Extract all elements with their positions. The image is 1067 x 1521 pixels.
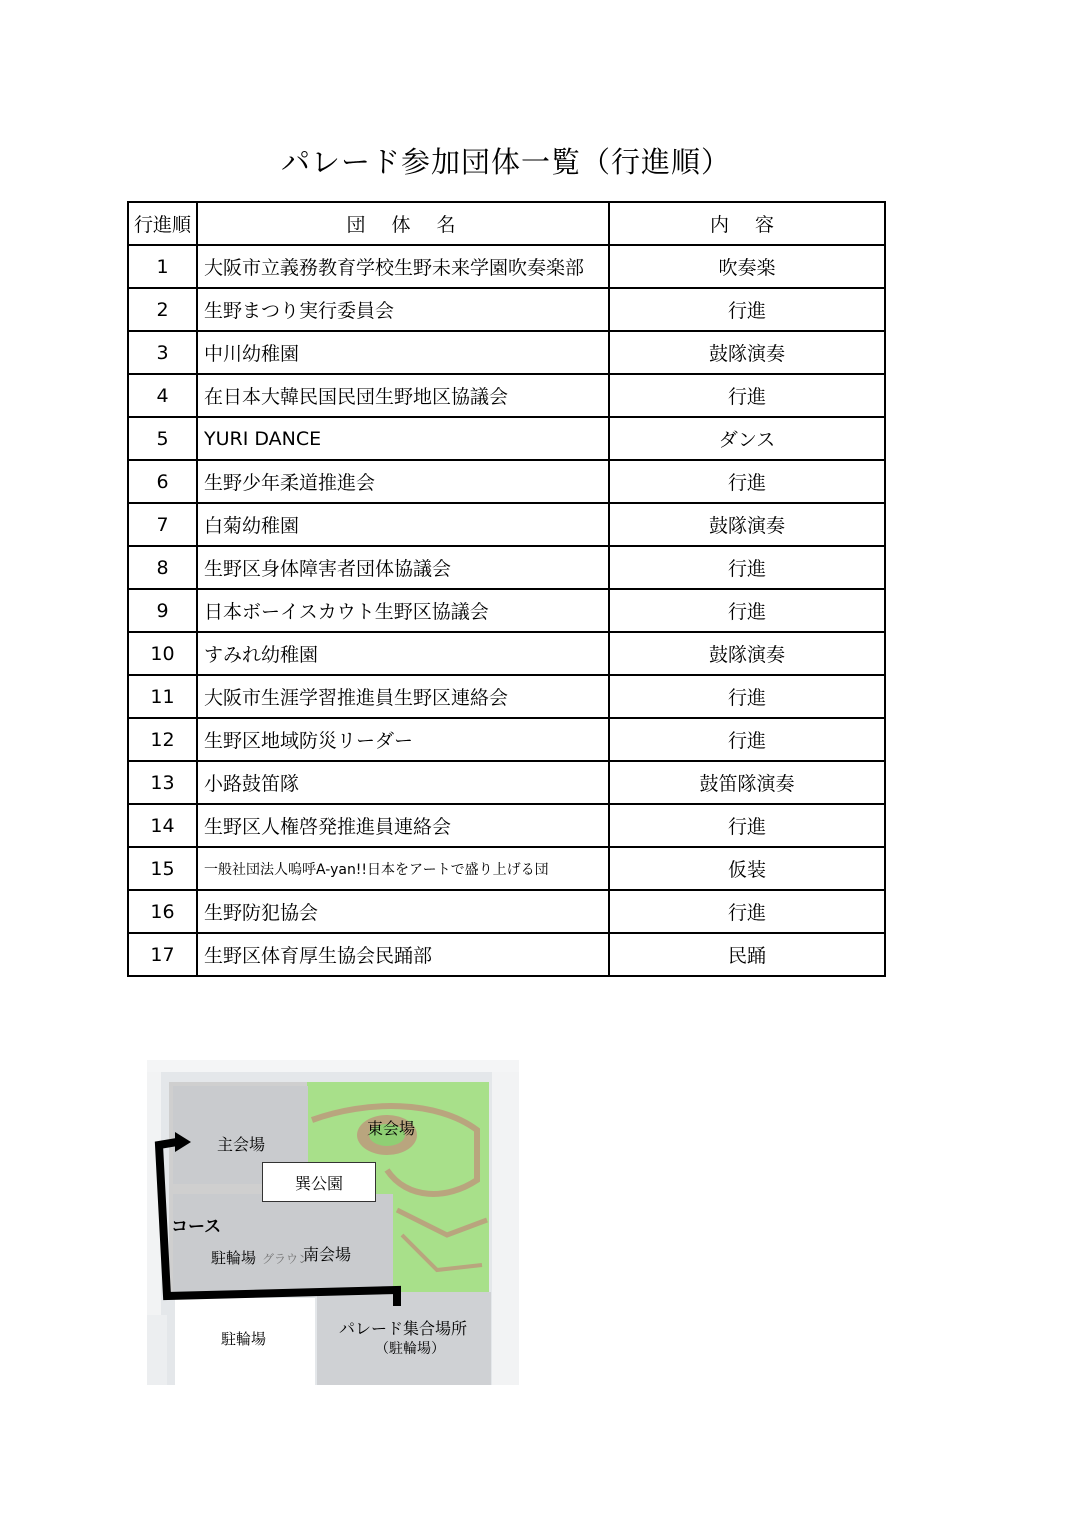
assembly-label: パレード集合場所 [339,1319,468,1338]
row-content: 行進 [609,675,885,718]
row-content: 鼓笛隊演奏 [609,761,885,804]
row-order: 12 [128,718,197,761]
row-order: 4 [128,374,197,417]
page-title: パレード参加団体一覧（行進順） [280,145,731,179]
row-group-name: 生野区身体障害者団体協議会 [197,546,609,589]
row-order: 15 [128,847,197,890]
table-row [128,245,885,288]
row-order: 6 [128,460,197,503]
table-row [128,589,885,632]
bike-parking-label-1: 駐輪場 [211,1249,257,1267]
row-group-name: 生野防犯協会 [197,890,609,933]
row-group-name: 白菊幼稚園 [197,503,609,546]
row-order: 14 [128,804,197,847]
row-order: 5 [128,417,197,460]
row-order: 8 [128,546,197,589]
row-content: 行進 [609,718,885,761]
table-row [128,718,885,761]
ground-label: グラウン [262,1252,311,1266]
row-group-name: 生野区人権啓発推進員連絡会 [197,804,609,847]
row-order: 9 [128,589,197,632]
row-order: 13 [128,761,197,804]
row-order: 11 [128,675,197,718]
row-content: 行進 [609,589,885,632]
row-group-name: 小路鼓笛隊 [197,761,609,804]
table-row [128,374,885,417]
table-row [128,417,885,460]
row-content: 民踊 [609,933,885,976]
parade-roster-table [127,201,886,977]
table-row [128,331,885,374]
row-content: ダンス [609,417,885,460]
table-row [128,761,885,804]
row-content: 鼓隊演奏 [609,503,885,546]
row-group-name: 生野少年柔道推進会 [197,460,609,503]
table-row [128,933,885,976]
row-content: 行進 [609,804,885,847]
row-content: 行進 [609,374,885,417]
table-row [128,632,885,675]
row-content: 吹奏楽 [609,245,885,288]
table-row [128,503,885,546]
route-map [147,1060,519,1385]
row-order: 17 [128,933,197,976]
row-group-name: 中川幼稚園 [197,331,609,374]
row-group-name: YURI DANCE [197,417,609,460]
table-row [128,460,885,503]
header-content: 内 容 [609,202,885,245]
row-order: 16 [128,890,197,933]
row-order: 10 [128,632,197,675]
table-row [128,675,885,718]
row-content: 行進 [609,890,885,933]
table-row [128,804,885,847]
row-group-name: 大阪市立義務教育学校生野未来学園吹奏楽部 [197,245,609,288]
row-content: 鼓隊演奏 [609,331,885,374]
row-order: 1 [128,245,197,288]
row-order: 2 [128,288,197,331]
row-order: 3 [128,331,197,374]
header-order: 行進順 [128,202,197,245]
assembly-sub-label: （駐輪場） [375,1341,445,1357]
row-group-name: 生野区地域防災リーダー [197,718,609,761]
table-header-row [128,202,885,245]
park-name-box: 巽公園 [262,1162,376,1202]
table-row [128,288,885,331]
bike-parking-label-2: 駐輪場 [221,1330,267,1348]
row-order: 7 [128,503,197,546]
row-group-name: 生野まつり実行委員会 [197,288,609,331]
course-label: コース [171,1217,222,1237]
row-group-name: 在日本大韓民国民団生野地区協議会 [197,374,609,417]
row-group-name: 一般社団法人嗚呼A-yan!!日本をアートで盛り上げる団 [197,847,609,890]
row-content: 行進 [609,546,885,589]
row-content: 行進 [609,288,885,331]
row-content: 鼓隊演奏 [609,632,885,675]
south-venue-label: 南会場 [303,1245,352,1264]
south-venue-area [173,1194,393,1294]
table-row [128,890,885,933]
main-venue-label: 主会場 [217,1135,266,1154]
row-group-name: すみれ幼稚園 [197,632,609,675]
row-group-name: 大阪市生涯学習推進員生野区連絡会 [197,675,609,718]
row-group-name: 日本ボーイスカウト生野区協議会 [197,589,609,632]
header-name: 団 体 名 [197,202,609,245]
row-content: 仮装 [609,847,885,890]
row-content: 行進 [609,460,885,503]
table-row [128,546,885,589]
east-venue-label: 東会場 [367,1119,416,1138]
table-row [128,847,885,890]
row-group-name: 生野区体育厚生協会民踊部 [197,933,609,976]
